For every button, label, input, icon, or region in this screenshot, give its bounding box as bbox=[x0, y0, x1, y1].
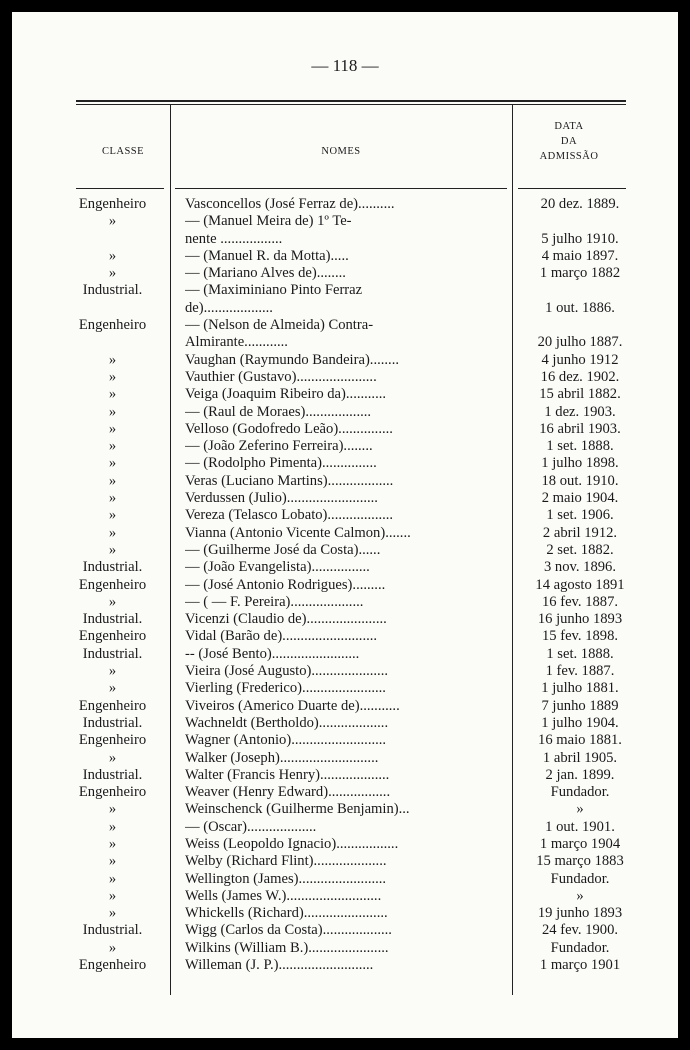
table-row bbox=[12, 836, 678, 853]
table-row bbox=[12, 421, 678, 438]
row-classe: » bbox=[108, 420, 117, 437]
table-row bbox=[12, 300, 678, 317]
row-nome: Weinschenck (Guilherme Benjamin)... bbox=[185, 801, 410, 818]
table-row bbox=[12, 784, 678, 801]
row-data: 16 maio 1881. bbox=[538, 732, 622, 749]
row-nome: — (João Zeferino Ferreira)........ bbox=[185, 438, 373, 455]
row-nome: Veiga (Joaquim Ribeiro da)........... bbox=[185, 386, 387, 403]
row-nome: — (Raul de Moraes).................. bbox=[185, 403, 372, 420]
table-row bbox=[12, 646, 678, 663]
row-classe: » bbox=[108, 438, 117, 455]
table-row bbox=[12, 334, 678, 351]
row-classe: Industrial. bbox=[82, 611, 143, 628]
row-classe: Industrial. bbox=[82, 559, 143, 576]
row-nome: Vidal (Barão de).......................... bbox=[185, 628, 378, 645]
table-row bbox=[12, 231, 678, 248]
row-classe: » bbox=[108, 490, 117, 507]
table-row bbox=[12, 611, 678, 628]
row-data: 1 março 1904 bbox=[539, 835, 621, 852]
row-data: 5 julho 1910. bbox=[541, 230, 619, 247]
row-classe: » bbox=[108, 213, 117, 230]
row-nome: — (Rodolpho Pimenta)............... bbox=[185, 455, 377, 472]
row-nome: Wigg (Carlos da Costa)................... bbox=[185, 922, 392, 939]
table-row bbox=[12, 715, 678, 732]
row-nome: nente ................. bbox=[185, 230, 283, 247]
row-classe: » bbox=[108, 507, 117, 524]
table-row bbox=[12, 628, 678, 645]
row-data: 1 julho 1881. bbox=[541, 680, 619, 697]
row-nome: Wagner (Antonio).......................... bbox=[185, 732, 387, 749]
row-data: 1 julho 1898. bbox=[541, 455, 619, 472]
table-row bbox=[12, 559, 678, 576]
row-classe: » bbox=[108, 472, 117, 489]
table-row bbox=[12, 282, 678, 299]
table-row bbox=[12, 767, 678, 784]
row-nome: — (Nelson de Almeida) Contra- bbox=[185, 317, 374, 334]
page-number: — 118 — bbox=[311, 56, 379, 75]
row-data: 1 fev. 1887. bbox=[545, 663, 615, 680]
row-classe: » bbox=[108, 386, 117, 403]
row-data: 16 junho 1893 bbox=[537, 611, 623, 628]
table-row bbox=[12, 473, 678, 490]
row-data: 2 set. 1882. bbox=[546, 541, 614, 558]
row-nome: Vicenzi (Claudio de)...................... bbox=[185, 611, 387, 628]
row-data: 16 abril 1903. bbox=[539, 420, 621, 437]
row-data: 15 fev. 1898. bbox=[541, 628, 619, 645]
row-classe: » bbox=[108, 870, 117, 887]
row-classe: » bbox=[108, 853, 117, 870]
top-rule-thin bbox=[76, 104, 626, 105]
header-data-line1: DATA bbox=[554, 121, 584, 132]
row-data: 2 jan. 1899. bbox=[545, 766, 615, 783]
row-data: 1 out. 1901. bbox=[545, 818, 615, 835]
row-data: 24 fev. 1900. bbox=[541, 922, 619, 939]
row-classe: » bbox=[108, 663, 117, 680]
header-data-line2: DA bbox=[560, 136, 578, 147]
row-nome: Whickells (Richard)....................... bbox=[185, 905, 388, 922]
table-row bbox=[12, 317, 678, 334]
row-data: Fundador. bbox=[550, 870, 610, 887]
table-row bbox=[12, 369, 678, 386]
row-nome: Verdussen (Julio)......................... bbox=[185, 490, 378, 507]
row-nome: Walter (Francis Henry)................... bbox=[185, 766, 390, 783]
row-data: 19 junho 1893 bbox=[537, 905, 623, 922]
row-data: 18 out. 1910. bbox=[541, 472, 619, 489]
row-data: 20 julho 1887. bbox=[537, 334, 623, 351]
row-classe: » bbox=[108, 455, 117, 472]
header-rule-right bbox=[518, 188, 626, 189]
table-row bbox=[12, 801, 678, 818]
row-nome: Vieira (José Augusto)..................... bbox=[185, 663, 389, 680]
row-nome: Velloso (Godofredo Leão)............... bbox=[185, 420, 393, 437]
row-data: Fundador. bbox=[550, 784, 610, 801]
row-nome: Walker (Joseph)........................... bbox=[185, 749, 379, 766]
row-data: 1 dez. 1903. bbox=[544, 403, 616, 420]
table-row bbox=[12, 732, 678, 749]
row-nome: -- (José Bento)........................ bbox=[185, 645, 360, 662]
table-row bbox=[12, 248, 678, 265]
row-classe: Engenheiro bbox=[78, 784, 147, 801]
row-nome: Wachneldt (Bertholdo)................... bbox=[185, 714, 389, 731]
table-row bbox=[12, 386, 678, 403]
table-row bbox=[12, 265, 678, 282]
row-data: 1 set. 1888. bbox=[546, 438, 614, 455]
row-data: 7 junho 1889 bbox=[541, 697, 619, 714]
table-row bbox=[12, 404, 678, 421]
row-nome: Vaughan (Raymundo Bandeira)........ bbox=[185, 351, 399, 368]
row-nome: Welby (Richard Flint).................... bbox=[185, 853, 387, 870]
row-data: 1 abril 1905. bbox=[542, 749, 618, 766]
table-row bbox=[12, 750, 678, 767]
row-data: 1 out. 1886. bbox=[545, 299, 615, 316]
header-rule-middle bbox=[175, 188, 507, 189]
row-classe: Engenheiro bbox=[78, 576, 147, 593]
row-nome: Vierling (Frederico)....................... bbox=[185, 680, 386, 697]
table-row bbox=[12, 594, 678, 611]
row-data: 1 março 1882 bbox=[539, 265, 621, 282]
row-data: » bbox=[576, 801, 584, 818]
table-row bbox=[12, 698, 678, 715]
row-data: » bbox=[576, 887, 584, 904]
row-data: 4 junho 1912 bbox=[541, 351, 619, 368]
table-row bbox=[12, 542, 678, 559]
row-data: 2 abril 1912. bbox=[542, 524, 618, 541]
row-classe: Industrial. bbox=[82, 714, 143, 731]
row-data: 3 nov. 1896. bbox=[543, 559, 617, 576]
row-nome: — (Manuel Meira de) 1º Te- bbox=[185, 213, 352, 230]
row-nome: — (Guilherme José da Costa)...... bbox=[185, 541, 381, 558]
header-classe: CLASSE bbox=[101, 146, 145, 157]
row-nome: — (Maximiniano Pinto Ferraz bbox=[185, 282, 363, 299]
table-row bbox=[12, 490, 678, 507]
row-nome: Vauthier (Gustavo)...................... bbox=[185, 368, 377, 385]
row-nome: — (Oscar)................... bbox=[185, 818, 317, 835]
table-row bbox=[12, 871, 678, 888]
row-nome: — (Manuel R. da Motta)..... bbox=[185, 247, 349, 264]
row-classe: Engenheiro bbox=[78, 732, 147, 749]
row-classe: » bbox=[108, 801, 117, 818]
row-nome: Weiss (Leopoldo Ignacio)................. bbox=[185, 835, 399, 852]
row-nome: Veras (Luciano Martins).................. bbox=[185, 472, 394, 489]
header-nomes: NOMES bbox=[321, 146, 361, 157]
row-classe: » bbox=[108, 368, 117, 385]
row-classe: Industrial. bbox=[82, 282, 143, 299]
row-nome: — (João Evangelista)................ bbox=[185, 559, 370, 576]
row-nome: — ( — F. Pereira).................... bbox=[185, 593, 364, 610]
row-classe: Industrial. bbox=[82, 766, 143, 783]
row-nome: Vianna (Antonio Vicente Calmon)....... bbox=[185, 524, 411, 541]
row-classe: » bbox=[108, 887, 117, 904]
row-nome: Wellington (James)........................ bbox=[185, 870, 387, 887]
table-row bbox=[12, 940, 678, 957]
row-data: 2 maio 1904. bbox=[541, 490, 619, 507]
row-classe: » bbox=[108, 265, 117, 282]
row-nome: Weaver (Henry Edward)................. bbox=[185, 784, 391, 801]
row-nome: Almirante............ bbox=[185, 334, 288, 351]
row-nome: Vasconcellos (José Ferraz de).......... bbox=[185, 196, 395, 212]
table-row bbox=[12, 663, 678, 680]
row-data: 16 fev. 1887. bbox=[541, 593, 619, 610]
row-classe: Engenheiro bbox=[78, 957, 147, 974]
row-data: 1 julho 1904. bbox=[541, 714, 619, 731]
table-row bbox=[12, 196, 678, 213]
row-classe: » bbox=[108, 680, 117, 697]
row-data: 15 março 1883 bbox=[536, 853, 624, 870]
table-row bbox=[12, 577, 678, 594]
row-classe: » bbox=[108, 403, 117, 420]
row-nome: Vereza (Telasco Lobato).................. bbox=[185, 507, 394, 524]
row-data: 1 set. 1888. bbox=[546, 645, 614, 662]
row-nome: — (Mariano Alves de)........ bbox=[185, 265, 346, 282]
row-data: 14 agosto 1891 bbox=[535, 576, 625, 593]
row-nome: Viveiros (Americo Duarte de)........... bbox=[185, 697, 400, 714]
row-classe: » bbox=[108, 905, 117, 922]
table-row bbox=[12, 507, 678, 524]
row-classe: Engenheiro bbox=[78, 317, 147, 334]
row-nome: Wells (James W.).......................... bbox=[185, 887, 382, 904]
row-classe: » bbox=[108, 351, 117, 368]
row-nome: de)................... bbox=[185, 299, 273, 316]
table-row bbox=[12, 922, 678, 939]
header-data-line3: ADMISSÃO bbox=[539, 151, 599, 162]
table-row bbox=[12, 352, 678, 369]
row-data: 15 abril 1882. bbox=[539, 386, 621, 403]
row-classe: Industrial. bbox=[82, 645, 143, 662]
row-nome: — (José Antonio Rodrigues)......... bbox=[185, 576, 386, 593]
table-row bbox=[12, 905, 678, 922]
row-classe: » bbox=[108, 818, 117, 835]
register-table bbox=[12, 196, 678, 974]
row-nome: Wilkins (William B.)...................... bbox=[185, 939, 389, 956]
row-classe: » bbox=[108, 247, 117, 264]
table-row bbox=[12, 888, 678, 905]
row-classe: Engenheiro bbox=[78, 697, 147, 714]
row-classe: Industrial. bbox=[82, 922, 143, 939]
table-row bbox=[12, 525, 678, 542]
table-row bbox=[12, 957, 678, 974]
table-row bbox=[12, 455, 678, 472]
row-data: Fundador. bbox=[550, 939, 610, 956]
table-row bbox=[12, 853, 678, 870]
table-row bbox=[12, 680, 678, 697]
row-classe: » bbox=[108, 541, 117, 558]
row-data: 20 dez. 1889. bbox=[540, 196, 620, 212]
row-classe: » bbox=[108, 593, 117, 610]
row-classe: Engenheiro bbox=[78, 196, 147, 212]
row-classe: » bbox=[108, 749, 117, 766]
top-rule bbox=[76, 100, 626, 102]
table-row bbox=[12, 819, 678, 836]
document-page bbox=[12, 12, 678, 1038]
row-classe: » bbox=[108, 939, 117, 956]
row-classe: » bbox=[108, 835, 117, 852]
table-row bbox=[12, 438, 678, 455]
header-rule-left bbox=[76, 188, 164, 189]
row-nome: Willeman (J. P.).......................... bbox=[185, 957, 374, 974]
row-data: 16 dez. 1902. bbox=[540, 368, 620, 385]
row-data: 1 set. 1906. bbox=[546, 507, 614, 524]
table-row bbox=[12, 213, 678, 230]
row-classe: » bbox=[108, 524, 117, 541]
row-data: 1 março 1901 bbox=[539, 957, 621, 974]
row-data: 4 maio 1897. bbox=[541, 247, 619, 264]
row-classe: Engenheiro bbox=[78, 628, 147, 645]
